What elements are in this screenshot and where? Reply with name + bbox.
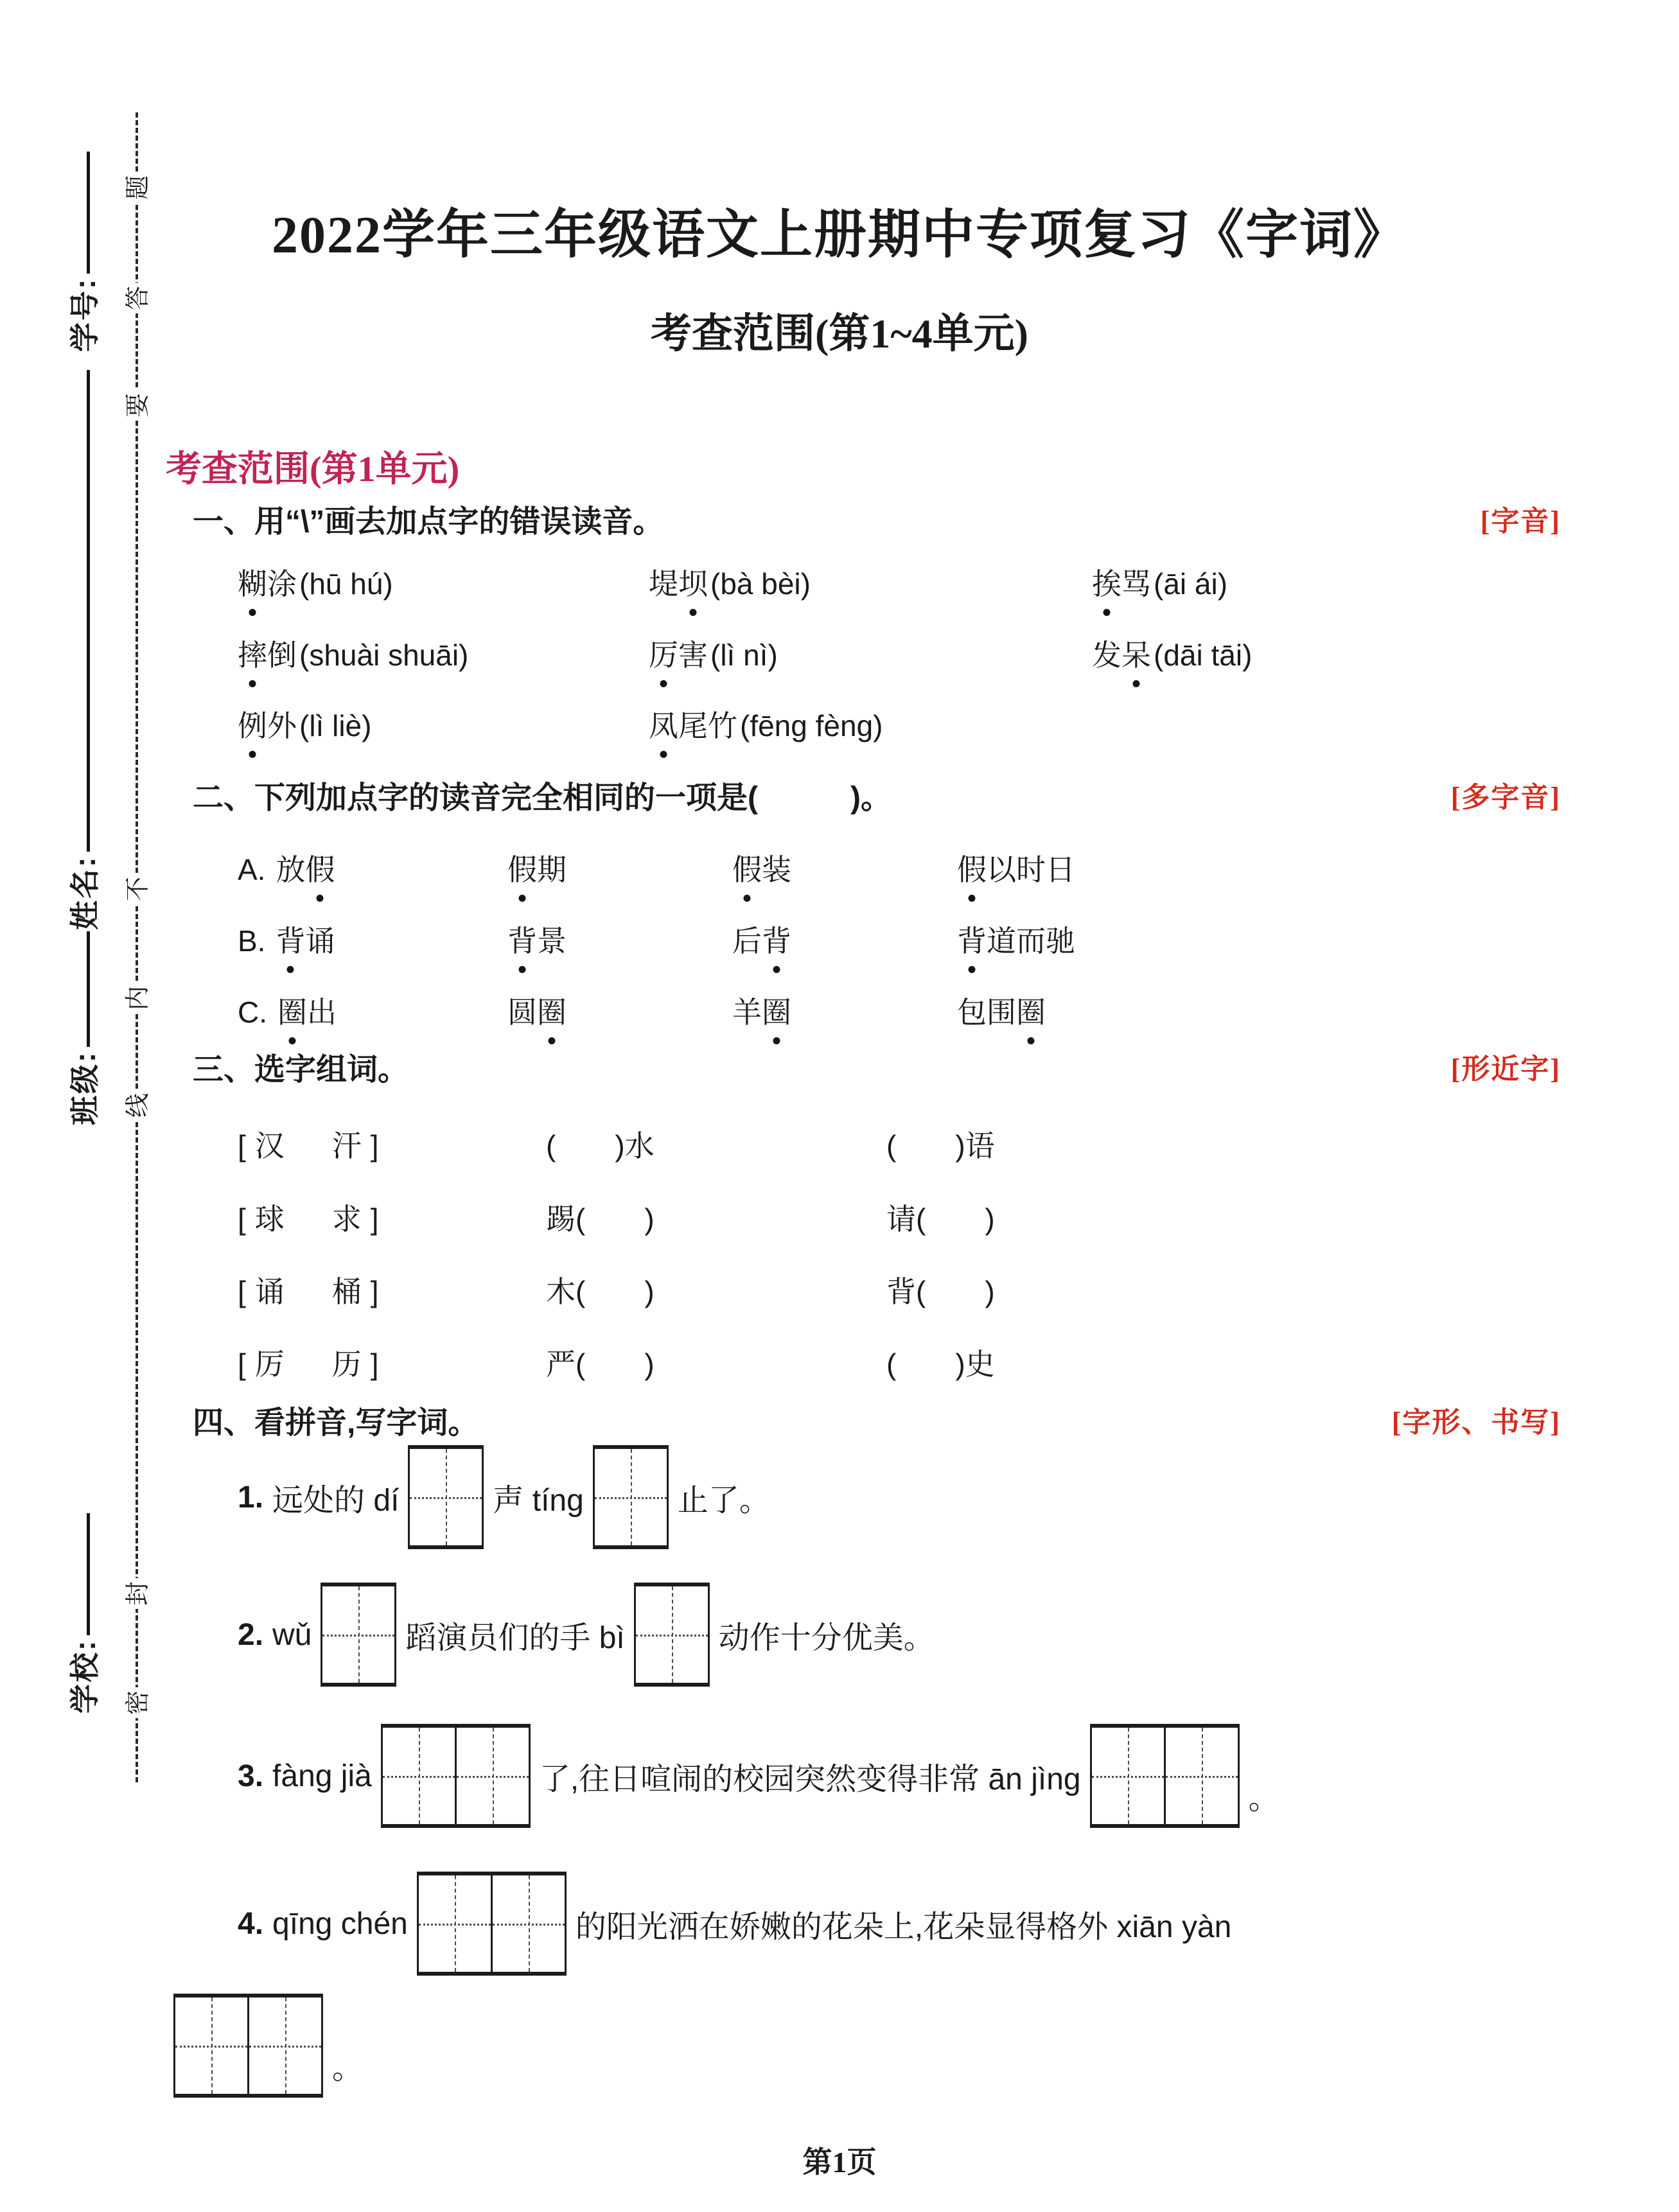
pinyin: (shuài shuāi) bbox=[299, 638, 469, 672]
q3-blank: 请( ) bbox=[886, 1202, 995, 1236]
q2-item bbox=[732, 847, 791, 889]
word-item bbox=[507, 996, 567, 1029]
student-info-label bbox=[62, 931, 104, 1125]
word-item bbox=[649, 709, 883, 742]
sentence-text: 了,往日喧闹的校园突然变得非常 ān jìng bbox=[539, 1762, 1081, 1796]
word-item bbox=[277, 996, 337, 1029]
sentence-text: 。 bbox=[332, 2051, 364, 2085]
q2-item bbox=[507, 918, 567, 960]
q4-item-row bbox=[238, 1583, 935, 1687]
q1-item bbox=[238, 703, 371, 745]
q1-item bbox=[238, 632, 468, 674]
tianzige-cell bbox=[419, 1875, 491, 1972]
q1-header bbox=[193, 496, 1561, 541]
seal-char: 密 bbox=[123, 1687, 154, 1718]
q2-prompt: 二、下列加点字的读音完全相同的一项是( )。 bbox=[193, 781, 892, 815]
char-pair: [汉 汗] bbox=[238, 1129, 388, 1163]
char-pair: [诵 桶] bbox=[238, 1275, 388, 1308]
q2-item bbox=[732, 918, 791, 960]
item-number: 2. bbox=[238, 1617, 264, 1652]
q2-item bbox=[957, 918, 1075, 960]
tianzige-box bbox=[634, 1583, 710, 1687]
word-item bbox=[957, 853, 1075, 886]
dotted-char: 假 bbox=[957, 847, 987, 889]
pinyin: (āi ái) bbox=[1154, 567, 1228, 601]
tianzige-cell bbox=[1092, 1728, 1164, 1824]
dotted-char: 背 bbox=[762, 918, 791, 960]
dotted-char: 摔 bbox=[238, 632, 267, 674]
char: 日 bbox=[1046, 853, 1075, 886]
q2-item bbox=[238, 989, 337, 1031]
char: 道 bbox=[987, 924, 1016, 958]
word-item bbox=[238, 567, 393, 601]
fill-in-line bbox=[87, 1513, 90, 1635]
q2-item bbox=[238, 847, 335, 889]
word-item bbox=[649, 638, 778, 672]
char: 驰 bbox=[1046, 924, 1075, 958]
sentence-text: 止了。 bbox=[677, 1483, 770, 1518]
q1-item bbox=[238, 561, 393, 603]
tianzige-cell bbox=[383, 1728, 455, 1824]
tianzige-cell bbox=[410, 1449, 482, 1545]
char: 害 bbox=[678, 638, 708, 672]
sentence-text: wǔ bbox=[272, 1617, 312, 1652]
word-item bbox=[276, 924, 335, 958]
pinyin: (fēng fèng) bbox=[740, 709, 883, 742]
tianzige-cell bbox=[455, 1728, 529, 1824]
char: 尾 bbox=[678, 709, 708, 742]
seal-char: 要 bbox=[123, 390, 154, 421]
q3-blank: 踢( ) bbox=[546, 1202, 655, 1236]
tianzige-box bbox=[408, 1445, 484, 1549]
pinyin: (dāi tāi) bbox=[1154, 638, 1253, 672]
char: 后 bbox=[732, 924, 762, 958]
seal-char: 题 bbox=[123, 172, 154, 203]
char: 围 bbox=[987, 996, 1016, 1029]
char: 包 bbox=[957, 996, 987, 1029]
word-item bbox=[238, 709, 371, 742]
char: 诵 bbox=[305, 924, 335, 958]
q3-prompt: 三、选字组词。 bbox=[193, 1053, 409, 1087]
char-pair: [厉 历] bbox=[238, 1347, 388, 1381]
char: 放 bbox=[276, 853, 306, 886]
dotted-char: 圈 bbox=[762, 989, 791, 1031]
char: 时 bbox=[1016, 853, 1046, 886]
sentence-text: 动作十分优美。 bbox=[718, 1620, 935, 1655]
q3-blank: ( )水 bbox=[546, 1129, 655, 1163]
dotted-char: 糊 bbox=[238, 561, 267, 603]
q1-row bbox=[193, 703, 1561, 775]
dotted-char: 例 bbox=[238, 703, 267, 745]
q4-item-row bbox=[238, 1724, 1279, 1828]
dotted-char: 背 bbox=[276, 918, 305, 960]
option-letter: A. bbox=[238, 853, 266, 886]
q3-blank: 严( ) bbox=[546, 1347, 655, 1381]
tianzige-box bbox=[381, 1724, 531, 1828]
q4-item-row bbox=[238, 1445, 770, 1549]
char-pair: [球 求] bbox=[238, 1202, 388, 1236]
q2-item bbox=[732, 989, 791, 1031]
tianzige-cell bbox=[322, 1586, 394, 1683]
dotted-char: 挨 bbox=[1092, 561, 1121, 603]
q2-item bbox=[957, 989, 1046, 1031]
char: 骂 bbox=[1121, 567, 1151, 601]
tianzige-cell bbox=[595, 1449, 667, 1545]
char: 以 bbox=[987, 853, 1016, 886]
q3-row bbox=[193, 1196, 1561, 1268]
char: 出 bbox=[307, 996, 337, 1029]
dotted-char: 坝 bbox=[678, 561, 708, 603]
char: 涂 bbox=[267, 567, 297, 601]
tianzige-cell bbox=[175, 1997, 247, 2094]
dotted-char: 呆 bbox=[1121, 632, 1151, 674]
word-item bbox=[507, 924, 567, 958]
pinyin: (hū hú) bbox=[299, 567, 393, 601]
word-item bbox=[507, 853, 567, 886]
q2-item bbox=[238, 918, 335, 960]
word-item bbox=[732, 853, 791, 886]
word-item bbox=[732, 996, 791, 1029]
word-item bbox=[957, 996, 1046, 1029]
section1-header: 考查范围(第1单元) bbox=[166, 450, 460, 489]
q2-tag: [多字音] bbox=[1450, 782, 1561, 813]
student-info-label bbox=[62, 370, 104, 930]
word-item bbox=[238, 638, 468, 672]
q4-item-row bbox=[238, 1872, 1231, 1976]
q3-blank: 背( ) bbox=[886, 1275, 995, 1308]
word-item bbox=[1092, 567, 1227, 601]
q3-row bbox=[193, 1268, 1561, 1340]
pinyin: (lì nì) bbox=[710, 638, 778, 672]
tianzige-box bbox=[417, 1872, 567, 1976]
q1-row bbox=[193, 561, 1561, 633]
q2-header bbox=[193, 773, 1561, 817]
q3-header bbox=[193, 1044, 1561, 1089]
dotted-char: 背 bbox=[507, 918, 537, 960]
q2-item bbox=[507, 847, 567, 889]
word-item bbox=[276, 853, 335, 886]
tianzige-box bbox=[321, 1583, 396, 1687]
q3-blank: ( )史 bbox=[886, 1347, 995, 1381]
option-letter: C. bbox=[238, 996, 267, 1029]
student-info-label-text: 学号: bbox=[68, 277, 101, 352]
dotted-char: 圈 bbox=[537, 989, 567, 1031]
page-subtitle: 考查范围(第1~4单元) bbox=[651, 311, 1028, 356]
q2-item bbox=[957, 847, 1075, 889]
page-title: 2022学年三年级语文上册期中专项复习《字词》 bbox=[271, 206, 1407, 264]
q2-item bbox=[507, 989, 567, 1031]
char: 外 bbox=[267, 709, 297, 742]
q3-blank: ( )语 bbox=[886, 1129, 995, 1163]
q1-item bbox=[1092, 632, 1252, 674]
dotted-char: 凤 bbox=[649, 703, 678, 745]
word-item bbox=[957, 924, 1075, 958]
char: 羊 bbox=[732, 996, 762, 1029]
char: 期 bbox=[537, 853, 567, 886]
dotted-char: 圈 bbox=[277, 989, 307, 1031]
seal-char: 内 bbox=[123, 983, 154, 1014]
item-number: 1. bbox=[238, 1480, 264, 1514]
char: 景 bbox=[537, 924, 567, 958]
q1-tag: [字音] bbox=[1480, 505, 1561, 537]
q3-row bbox=[193, 1123, 1561, 1195]
q1-prompt: 一、用“\”画去加点字的错误读音。 bbox=[193, 505, 664, 539]
item-number: 3. bbox=[238, 1759, 264, 1793]
pinyin: (lì liè) bbox=[299, 709, 372, 742]
dotted-char: 假 bbox=[732, 847, 762, 889]
char: 堤 bbox=[649, 567, 678, 601]
sentence-text: 远处的 dí bbox=[272, 1483, 400, 1518]
q3-blank: 木( ) bbox=[546, 1275, 655, 1308]
tianzige-cell bbox=[247, 1997, 321, 2094]
tianzige-cell bbox=[636, 1586, 708, 1683]
q1-item bbox=[649, 632, 778, 674]
student-info-label-text: 学校: bbox=[68, 1638, 101, 1714]
q3-tag: [形近字] bbox=[1450, 1053, 1561, 1085]
q1-item bbox=[649, 703, 883, 745]
q4-tag: [字形、书写] bbox=[1391, 1407, 1561, 1438]
q2-option-row bbox=[193, 918, 1561, 990]
pinyin: (bà bèi) bbox=[710, 567, 811, 601]
dotted-char: 圈 bbox=[1016, 989, 1046, 1031]
char: 装 bbox=[762, 853, 791, 886]
sentence-text: fàng jià bbox=[272, 1759, 372, 1793]
sentence-text: 声 tíng bbox=[493, 1483, 584, 1518]
student-info-label bbox=[62, 1513, 104, 1714]
tianzige-cell bbox=[1164, 1728, 1238, 1824]
tianzige-box bbox=[593, 1445, 669, 1549]
tianzige-box bbox=[173, 1994, 323, 2098]
word-item bbox=[649, 567, 811, 601]
student-info-label-text: 班级: bbox=[68, 1050, 101, 1125]
sentence-text: 蹈演员们的手 bì bbox=[405, 1620, 625, 1655]
student-info-label-text: 姓名: bbox=[68, 855, 101, 930]
dotted-char: 假 bbox=[305, 847, 335, 889]
q4-header bbox=[193, 1398, 1561, 1442]
sentence-text: 。 bbox=[1248, 1782, 1279, 1816]
sentence-text: 的阳光洒在娇嫩的花朵上,花朵显得格外 xiān yàn bbox=[575, 1909, 1232, 1944]
q1-item bbox=[649, 561, 811, 603]
sentence-text: qīng chén bbox=[272, 1906, 408, 1941]
option-letter: B. bbox=[238, 924, 266, 958]
char: 圆 bbox=[507, 996, 537, 1029]
seal-char: 不 bbox=[123, 873, 154, 904]
q1-item bbox=[1092, 561, 1227, 603]
word-item bbox=[1092, 638, 1252, 672]
char: 而 bbox=[1016, 924, 1046, 958]
char: 倒 bbox=[267, 638, 297, 672]
seal-char: 答 bbox=[123, 283, 154, 313]
dotted-char: 背 bbox=[957, 918, 987, 960]
char: 发 bbox=[1092, 638, 1121, 672]
q2-option-row bbox=[193, 847, 1561, 918]
fill-in-line bbox=[87, 370, 90, 852]
q4-item-row bbox=[173, 1994, 363, 2098]
q1-row bbox=[193, 632, 1561, 704]
q4-prompt: 四、看拼音,写字词。 bbox=[193, 1406, 479, 1440]
fill-in-line bbox=[87, 931, 90, 1047]
page-number: 第1页 bbox=[802, 2146, 877, 2179]
tianzige-box bbox=[1090, 1724, 1240, 1828]
seal-char: 封 bbox=[123, 1578, 154, 1609]
item-number: 4. bbox=[238, 1906, 264, 1941]
char: 竹 bbox=[708, 709, 737, 742]
seal-dashed-line bbox=[136, 112, 138, 1782]
dotted-char: 厉 bbox=[649, 632, 678, 674]
seal-char: 线 bbox=[123, 1090, 154, 1121]
word-item bbox=[732, 924, 791, 958]
dotted-char: 假 bbox=[507, 847, 537, 889]
tianzige-cell bbox=[491, 1875, 565, 1972]
